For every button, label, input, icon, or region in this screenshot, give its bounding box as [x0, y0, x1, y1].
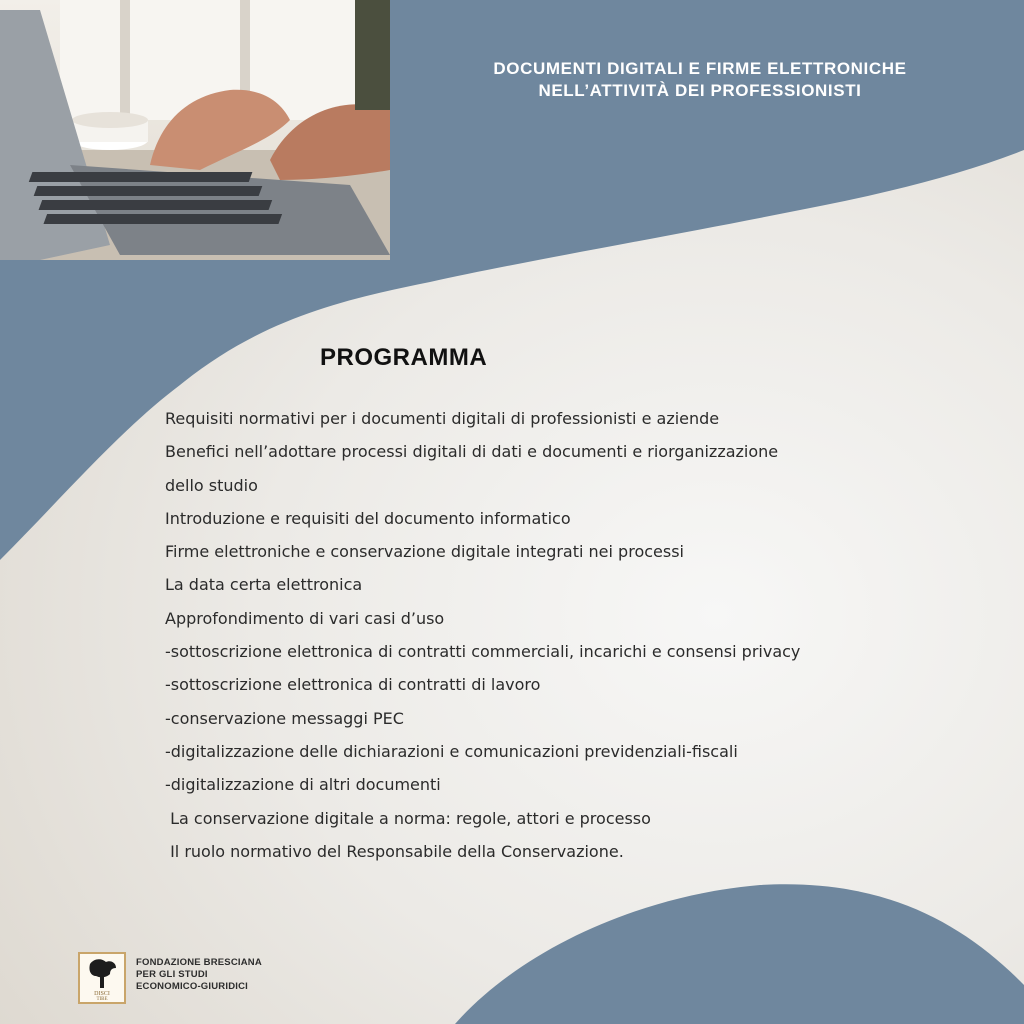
- program-item: Il ruolo normativo del Responsabile della Conservazione.: [165, 841, 624, 861]
- program-item: -digitalizzazione delle dichiarazioni e comunicazioni previdenziali-fiscali: [165, 741, 738, 761]
- program-item: Benefici nell’adottare processi digitali di dati e documenti e riorganizzazione: [165, 442, 779, 462]
- bottom-blue-wave: [455, 884, 1024, 1024]
- foundation-logo-icon: [78, 952, 126, 1004]
- foundation-name: [136, 957, 262, 993]
- program-item: -sottoscrizione elettronica di contratti di lavoro: [165, 675, 541, 695]
- program-item: -conservazione messaggi PEC: [165, 708, 404, 728]
- program-item: La conservazione digitale a norma: regole, attori e processo: [165, 808, 651, 828]
- svg-text:DISCI: DISCI: [94, 991, 110, 997]
- program-item: Introduzione e requisiti del documento informatico: [165, 508, 571, 528]
- foundation-line-3: ECONOMICO-GIURIDICI: [136, 981, 248, 992]
- program-item: La data certa elettronica: [165, 575, 363, 595]
- title-line-2: NELL’ATTIVITÀ DEI PROFESSIONISTI: [538, 81, 862, 100]
- foundation-line-1: FONDAZIONE BRESCIANA: [136, 957, 262, 968]
- program-item: Firme elettroniche e conservazione digitale integrati nei processi: [165, 542, 684, 562]
- laptop-typing-photo: [0, 0, 390, 260]
- program-item: -sottoscrizione elettronica di contratti commerciali, incarichi e consensi privacy: [165, 642, 801, 662]
- event-title: [420, 58, 980, 102]
- svg-text:TIBE: TIBE: [96, 997, 108, 1002]
- program-heading: PROGRAMMA: [320, 344, 488, 371]
- program-list: [165, 402, 985, 868]
- title-line-1: DOCUMENTI DIGITALI E FIRME ELETTRONICHE: [493, 59, 907, 78]
- program-item: Requisiti normativi per i documenti digitali di professionisti e aziende: [165, 409, 720, 428]
- program-item: -digitalizzazione di altri documenti: [165, 775, 441, 795]
- foundation-line-2: PER GLI STUDI: [136, 969, 208, 980]
- program-item: Approfondimento di vari casi d’uso: [165, 608, 445, 628]
- program-item: dello studio: [165, 475, 258, 495]
